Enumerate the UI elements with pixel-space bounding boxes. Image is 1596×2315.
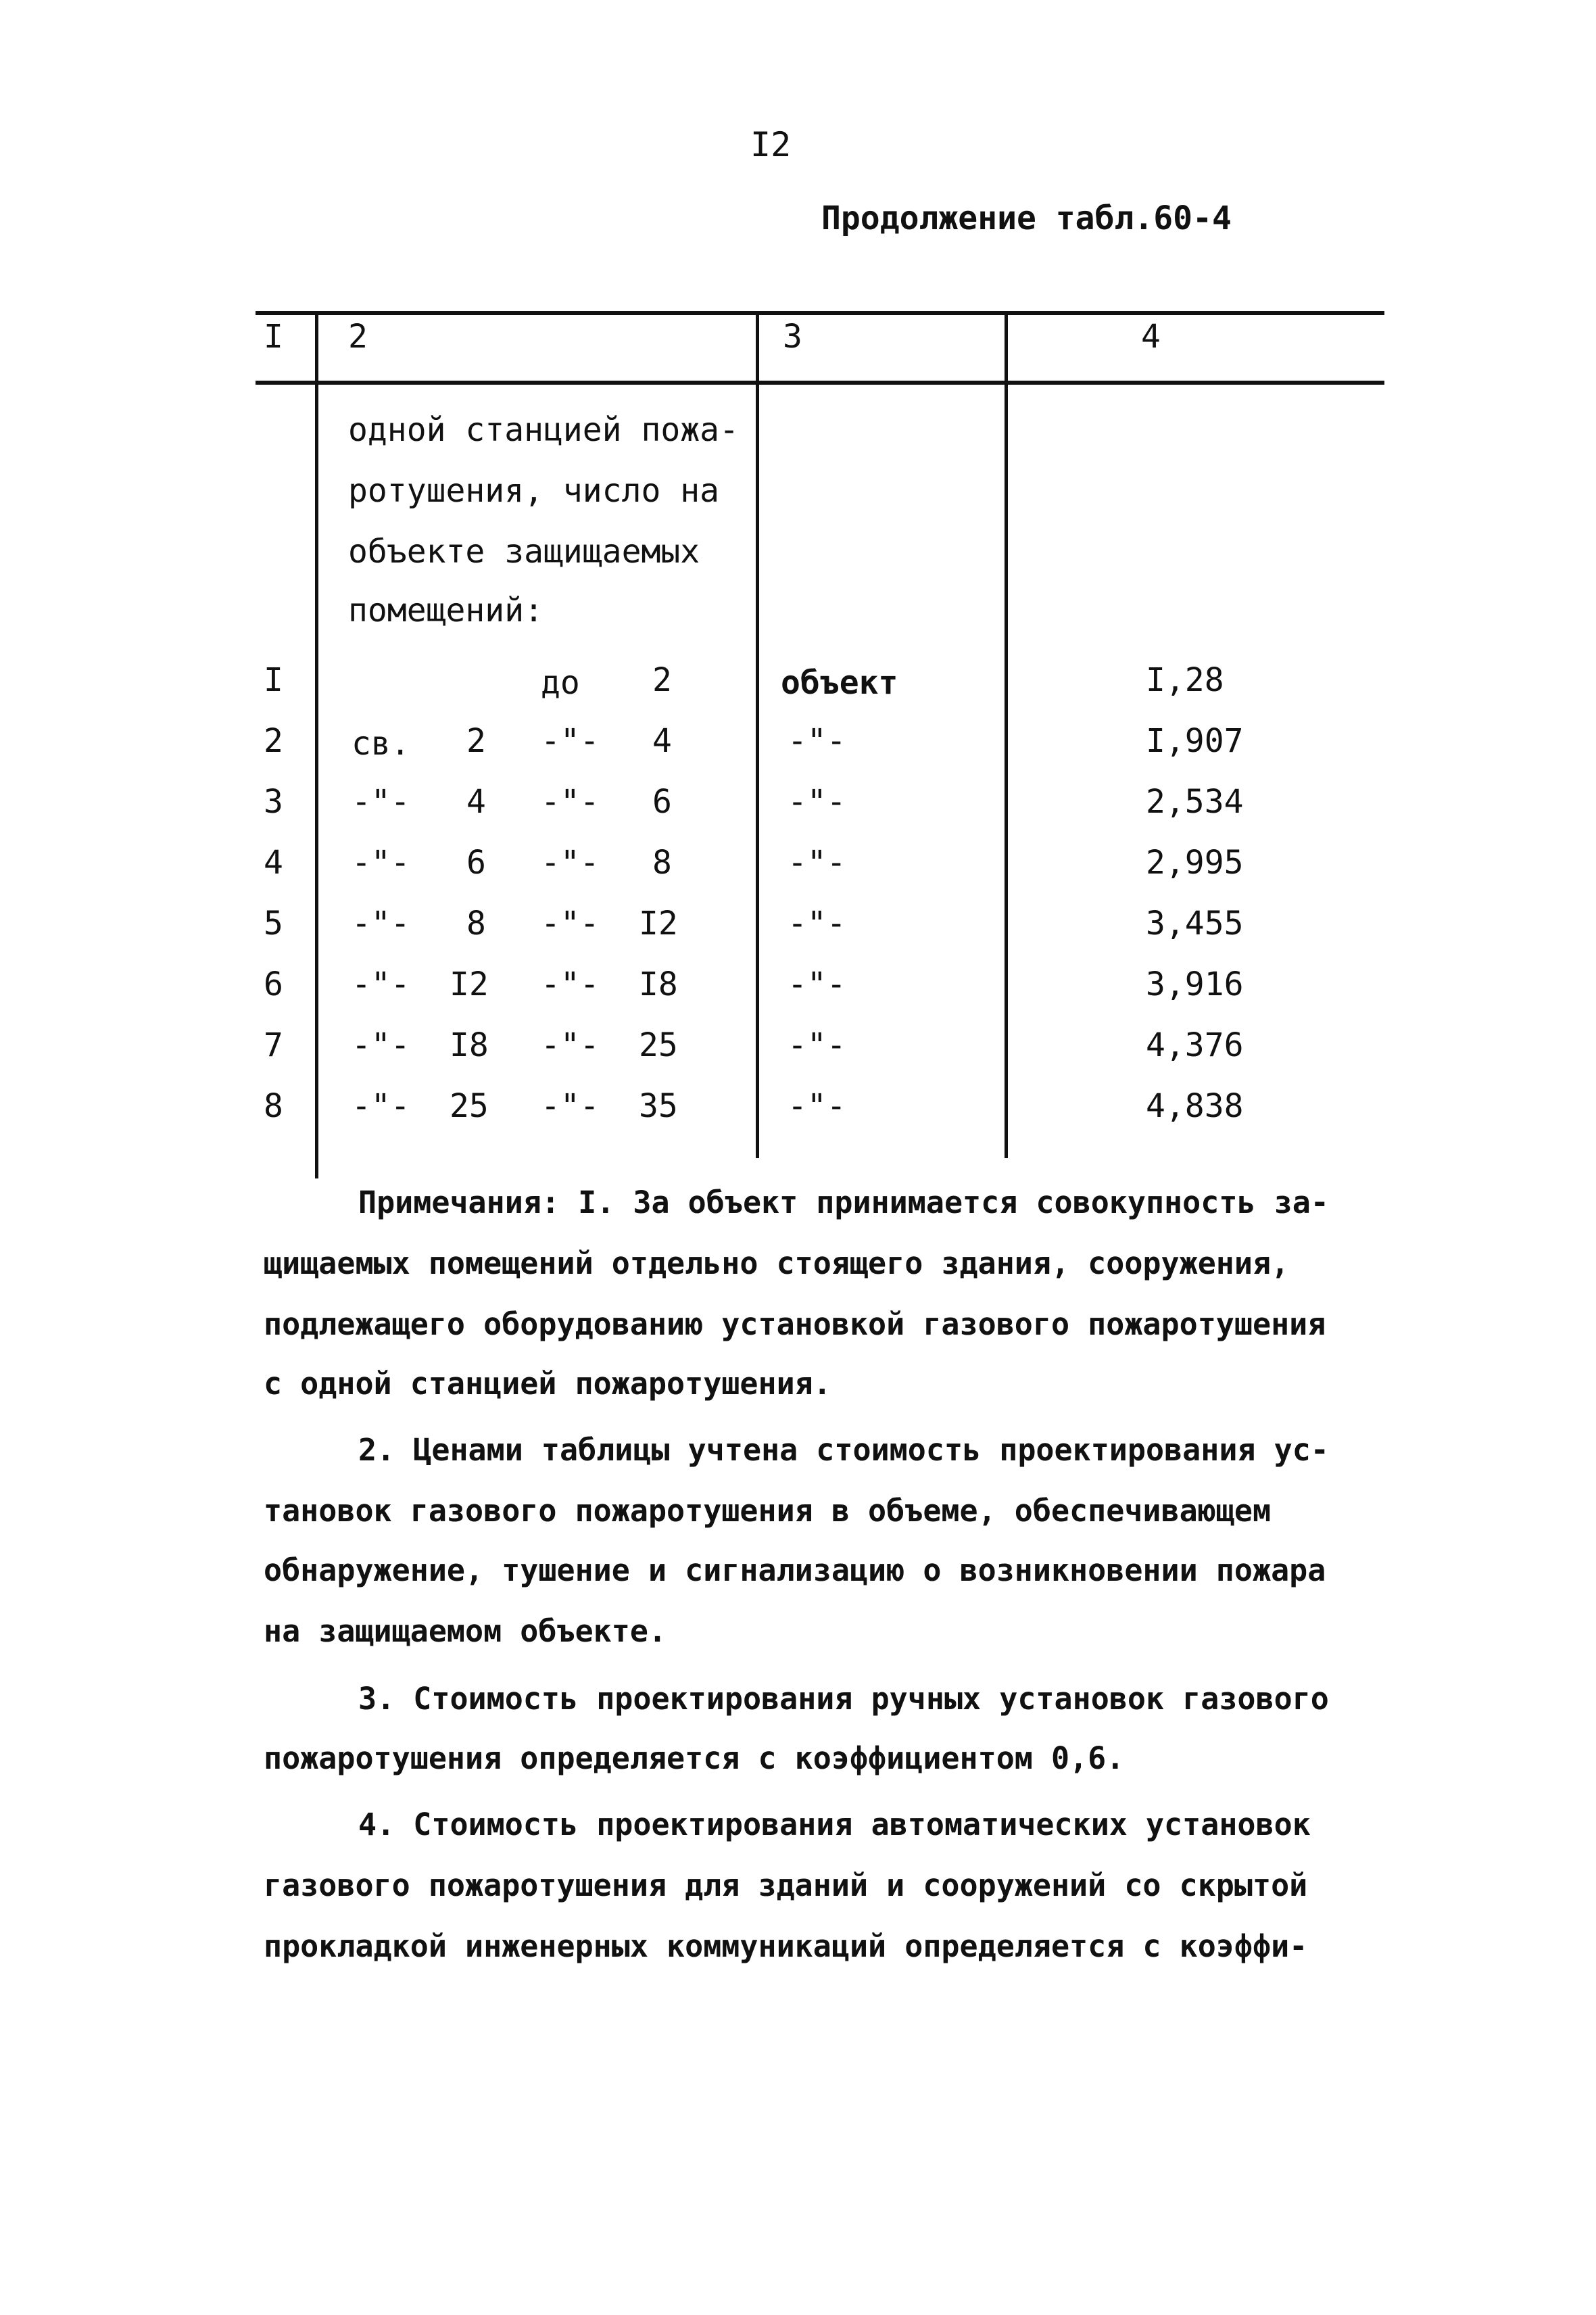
row-unit: -"- bbox=[788, 783, 846, 821]
row-unit: -"- bbox=[788, 844, 846, 882]
column-divider-3 bbox=[1005, 313, 1008, 1158]
page-number: I2 bbox=[750, 125, 792, 164]
header-col-2: 2 bbox=[348, 318, 368, 356]
note-line: Примечания: I. За объект принимается совокупность за- bbox=[358, 1185, 1329, 1220]
row-to: 4 bbox=[652, 722, 672, 760]
row-prefix: -"- bbox=[352, 783, 410, 821]
row-to: 25 bbox=[639, 1026, 678, 1064]
row-from: 2 bbox=[466, 722, 486, 760]
row-from: 4 bbox=[466, 783, 486, 821]
row-from: I8 bbox=[450, 1026, 489, 1064]
table-header-rule bbox=[256, 381, 1384, 385]
row-value: 3,455 bbox=[1146, 905, 1244, 942]
row-to-word: -"- bbox=[541, 965, 600, 1003]
row-from: 25 bbox=[450, 1087, 489, 1125]
note-line: 3. Стоимость проектирования ручных установок газового bbox=[358, 1681, 1329, 1717]
row-unit: -"- bbox=[788, 905, 846, 942]
row-to: 6 bbox=[652, 783, 672, 821]
row-to-word: до bbox=[541, 664, 580, 702]
row-number: 8 bbox=[264, 1087, 283, 1125]
row-to-word: -"- bbox=[541, 844, 600, 882]
row-prefix: -"- bbox=[352, 905, 410, 942]
row-to-word: -"- bbox=[541, 783, 600, 821]
row-to: I8 bbox=[639, 965, 678, 1003]
row-prefix: -"- bbox=[352, 1087, 410, 1125]
column-divider-2 bbox=[756, 313, 759, 1158]
row-value: 4,376 bbox=[1146, 1026, 1244, 1064]
note-line: газового пожаротушения для зданий и сооружений со скрытой bbox=[264, 1867, 1308, 1903]
row-value: 2,534 bbox=[1146, 783, 1244, 821]
description-line: объекте защищаемых bbox=[348, 533, 700, 571]
row-unit: -"- bbox=[788, 1026, 846, 1064]
row-to: 8 bbox=[652, 844, 672, 882]
column-divider-1 bbox=[315, 313, 318, 1178]
row-to: 35 bbox=[639, 1087, 678, 1125]
row-unit: -"- bbox=[788, 965, 846, 1003]
description-line: одной станцией пожа- bbox=[348, 411, 739, 449]
row-value: I,28 bbox=[1146, 661, 1224, 699]
row-unit: -"- bbox=[788, 722, 846, 760]
row-value: 4,838 bbox=[1146, 1087, 1244, 1125]
row-value: 2,995 bbox=[1146, 844, 1244, 882]
row-to-word: -"- bbox=[541, 905, 600, 942]
row-from: I2 bbox=[450, 965, 489, 1003]
row-value: 3,916 bbox=[1146, 965, 1244, 1003]
row-prefix: св. bbox=[352, 725, 410, 763]
row-number: I bbox=[264, 661, 283, 699]
row-number: 4 bbox=[264, 844, 283, 882]
row-from: 8 bbox=[466, 905, 486, 942]
row-to-word: -"- bbox=[541, 1087, 600, 1125]
row-value: I,907 bbox=[1146, 722, 1244, 760]
note-line: подлежащего оборудованию установкой газового пожаротушения bbox=[264, 1306, 1326, 1342]
note-line: пожаротушения определяется с коэффициентом 0,6. bbox=[264, 1740, 1125, 1776]
header-col-3: 3 bbox=[783, 318, 802, 356]
note-line: прокладкой инженерных коммуникаций определяется с коэффи- bbox=[264, 1928, 1308, 1964]
table-caption: Продолжение табл.60-4 bbox=[821, 199, 1232, 237]
row-to: I2 bbox=[639, 905, 678, 942]
table-top-rule bbox=[256, 311, 1384, 315]
row-prefix: -"- bbox=[352, 965, 410, 1003]
header-col-4: 4 bbox=[1141, 318, 1161, 356]
note-line: 4. Стоимость проектирования автоматических установок bbox=[358, 1807, 1311, 1842]
header-col-1: I bbox=[264, 318, 283, 356]
note-line: тановок газового пожаротушения в объеме, обеспечивающем bbox=[264, 1493, 1272, 1529]
row-prefix: -"- bbox=[352, 1026, 410, 1064]
row-unit: объект bbox=[781, 664, 898, 702]
note-line: 2. Ценами таблицы учтена стоимость проектирования ус- bbox=[358, 1432, 1329, 1468]
note-line: щищаемых помещений отдельно стоящего здания, сооружения, bbox=[264, 1245, 1290, 1281]
row-to-word: -"- bbox=[541, 722, 600, 760]
row-number: 2 bbox=[264, 722, 283, 760]
row-number: 7 bbox=[264, 1026, 283, 1064]
row-number: 3 bbox=[264, 783, 283, 821]
row-number: 6 bbox=[264, 965, 283, 1003]
row-number: 5 bbox=[264, 905, 283, 942]
row-unit: -"- bbox=[788, 1087, 846, 1125]
description-line: ротушения, число на bbox=[348, 472, 720, 510]
row-to: 2 bbox=[652, 661, 672, 699]
row-from: 6 bbox=[466, 844, 486, 882]
note-line: на защищаемом объекте. bbox=[264, 1613, 667, 1649]
row-to-word: -"- bbox=[541, 1026, 600, 1064]
note-line: обнаружение, тушение и сигнализацию о возникновении пожара bbox=[264, 1552, 1326, 1588]
note-line: с одной станцией пожаротушения. bbox=[264, 1366, 831, 1402]
description-line: помещений: bbox=[348, 592, 543, 629]
row-prefix: -"- bbox=[352, 844, 410, 882]
